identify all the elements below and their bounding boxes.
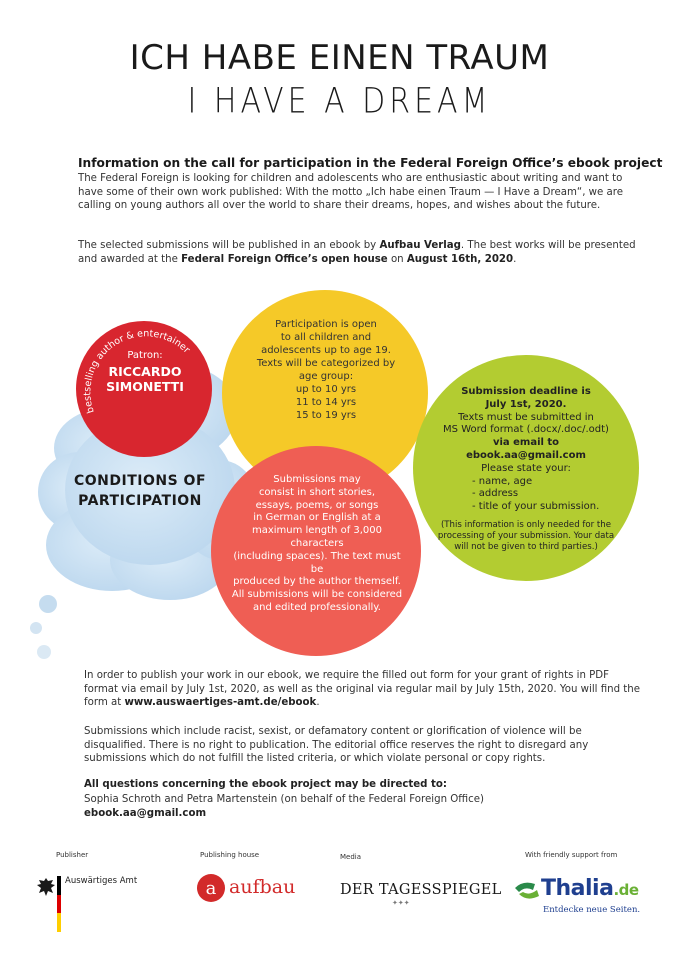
yellow-line: Participation is open <box>275 319 377 330</box>
tagesspiegel-logo: DER TAGESSPIEGEL <box>340 882 502 898</box>
conditions-line-1: CONDITIONS OF <box>73 473 207 489</box>
cloud-dot-small <box>37 645 51 659</box>
aufbau-logo-icon <box>196 873 226 903</box>
yellow-line: to all children and <box>280 332 372 343</box>
yellow-bubble-text <box>244 318 408 422</box>
contact-heading: All questions concerning the ebook project may be directed to: <box>84 779 447 790</box>
conditions-heading <box>70 471 210 511</box>
coral-line: Submissions may <box>273 474 361 485</box>
thalia-arrow-icon <box>513 880 541 902</box>
contact-names: Sophia Schroth and Petra Martenstein (on behalf of the Federal Foreign Office) <box>84 794 484 805</box>
patron-arc-label: bestselling author & entertainer <box>82 328 192 415</box>
german-flag-stripe <box>57 876 61 932</box>
green-bubble-text <box>430 386 622 553</box>
state-label: Please state your: <box>481 462 571 474</box>
pub-publisher: Aufbau Verlag <box>379 240 461 251</box>
coral-line: maximum length of 3,000 characters <box>251 525 383 549</box>
pub-text-3: on <box>387 253 407 265</box>
yellow-line: 11 to 14 yrs <box>295 397 357 408</box>
pub-date: August 16th, 2020 <box>406 253 514 265</box>
privacy-note: (This information is only needed for the processing of your submission. Your data will not be given to third parties.) <box>437 519 615 552</box>
yellow-line: Texts will be categorized by <box>256 358 396 369</box>
flag-gold <box>57 913 61 932</box>
yellow-line: adolescents up to age 19. <box>261 345 391 356</box>
info-heading: Information on the call for participation in the Federal Foreign Office’s ebook project <box>78 156 663 170</box>
list-item: - title of your submission. <box>472 501 600 513</box>
cloud-dot-medium <box>30 622 42 634</box>
coral-line: (including spaces). The text must be <box>233 550 401 575</box>
via-email-label: via email to <box>492 437 560 449</box>
patron-label: Patron: <box>127 350 163 361</box>
publishing-house-label: Publishing house <box>200 851 260 859</box>
conditions-line-2: PARTICIPATION <box>78 493 202 509</box>
thalia-name: Thalia <box>541 876 614 901</box>
pub-text-2: . The best works will be presented and awarded at the <box>78 240 636 265</box>
thalia-tld: .de <box>613 881 639 899</box>
thalia-logo <box>541 876 639 901</box>
patron-first-name: RICCARDO <box>108 364 182 379</box>
publisher-label: Publisher <box>56 851 89 859</box>
form-end: . <box>316 697 320 708</box>
list-item: - address <box>472 488 519 500</box>
intro-paragraph: The Federal Foreign is looking for children and adolescents who are enthusiastic about writing and want to have some of their own work published: With the motto „Ich habe einen Traum — I Have a Dream“, we are calling on young authors all over the world to share their dreams, hopes, and wishes about the future. <box>78 173 623 211</box>
patron-last-name: SIMONETTI <box>106 379 184 394</box>
auswaertiges-amt-logo-text: Auswärtiges Amt <box>65 876 138 886</box>
coral-bubble-text <box>228 474 406 615</box>
coral-line: and edited professionally. <box>253 601 381 613</box>
disqualification-paragraph: Submissions which include racist, sexist, or defamatory content or glorification of violence will be disqualified. There is no right to publication. The editorial office reserves the right to disregard any submissions which do not fulfill the listed criteria, or which violate personal or copy rights. <box>84 726 589 764</box>
form-text: In order to publish your work in our ebook, we require the filled out form for your grant of rights in PDF format via email by July 1st, 2020, as well as the original via regular mail by July 15th, 2020. You will find the form at <box>84 670 641 708</box>
support-label: With friendly support from <box>525 851 618 859</box>
list-item: - name, age <box>472 475 533 487</box>
flag-black <box>57 876 61 895</box>
aufbau-logo-text: aufbau <box>229 876 296 898</box>
flag-red <box>57 895 61 914</box>
coral-line: consist in short stories, <box>258 486 376 498</box>
thalia-tagline: Entdecke neue Seiten. <box>543 905 641 915</box>
submission-email: ebook.aa@gmail.com <box>466 449 586 461</box>
deadline-line-1: Submission deadline is <box>461 386 591 397</box>
aufbau-initial: a <box>205 878 217 899</box>
coral-line: essays, poems, or songs <box>255 499 379 511</box>
coral-line: in German or English at a <box>253 512 381 524</box>
required-info-list <box>430 476 622 514</box>
tagesspiegel-ornament-icon: ✦✦✦ <box>392 899 410 907</box>
title-english: I HAVE A DREAM <box>187 81 492 122</box>
deadline-line-2: July 1st, 2020. <box>485 398 567 410</box>
media-label: Media <box>340 853 362 861</box>
pub-text-4: . <box>513 253 517 265</box>
yellow-line: age group: <box>298 371 354 382</box>
federal-eagle-icon <box>36 876 56 898</box>
yellow-line: up to 10 yrs <box>295 384 357 395</box>
form-paragraph <box>84 669 644 710</box>
format-line-2: MS Word format (.docx/.doc/.odt) <box>443 424 609 436</box>
form-url-link[interactable]: www.auswaertiges-amt.de/ebook <box>124 697 317 708</box>
contact-email[interactable]: ebook.aa@gmail.com <box>84 808 207 819</box>
cloud-dot-large <box>39 595 57 613</box>
title-german: ICH HABE EINEN TRAUM <box>129 38 550 78</box>
pub-event: Federal Foreign Office’s open house <box>181 253 388 265</box>
coral-line: produced by the author themself. <box>233 576 401 588</box>
format-line-1: Texts must be submitted in <box>458 411 594 423</box>
coral-line: All submissions will be considered <box>231 589 403 601</box>
yellow-line: 15 to 19 yrs <box>295 410 357 421</box>
patron-name <box>90 364 200 394</box>
pub-text-1: The selected submissions will be published in an ebook by <box>78 240 380 251</box>
